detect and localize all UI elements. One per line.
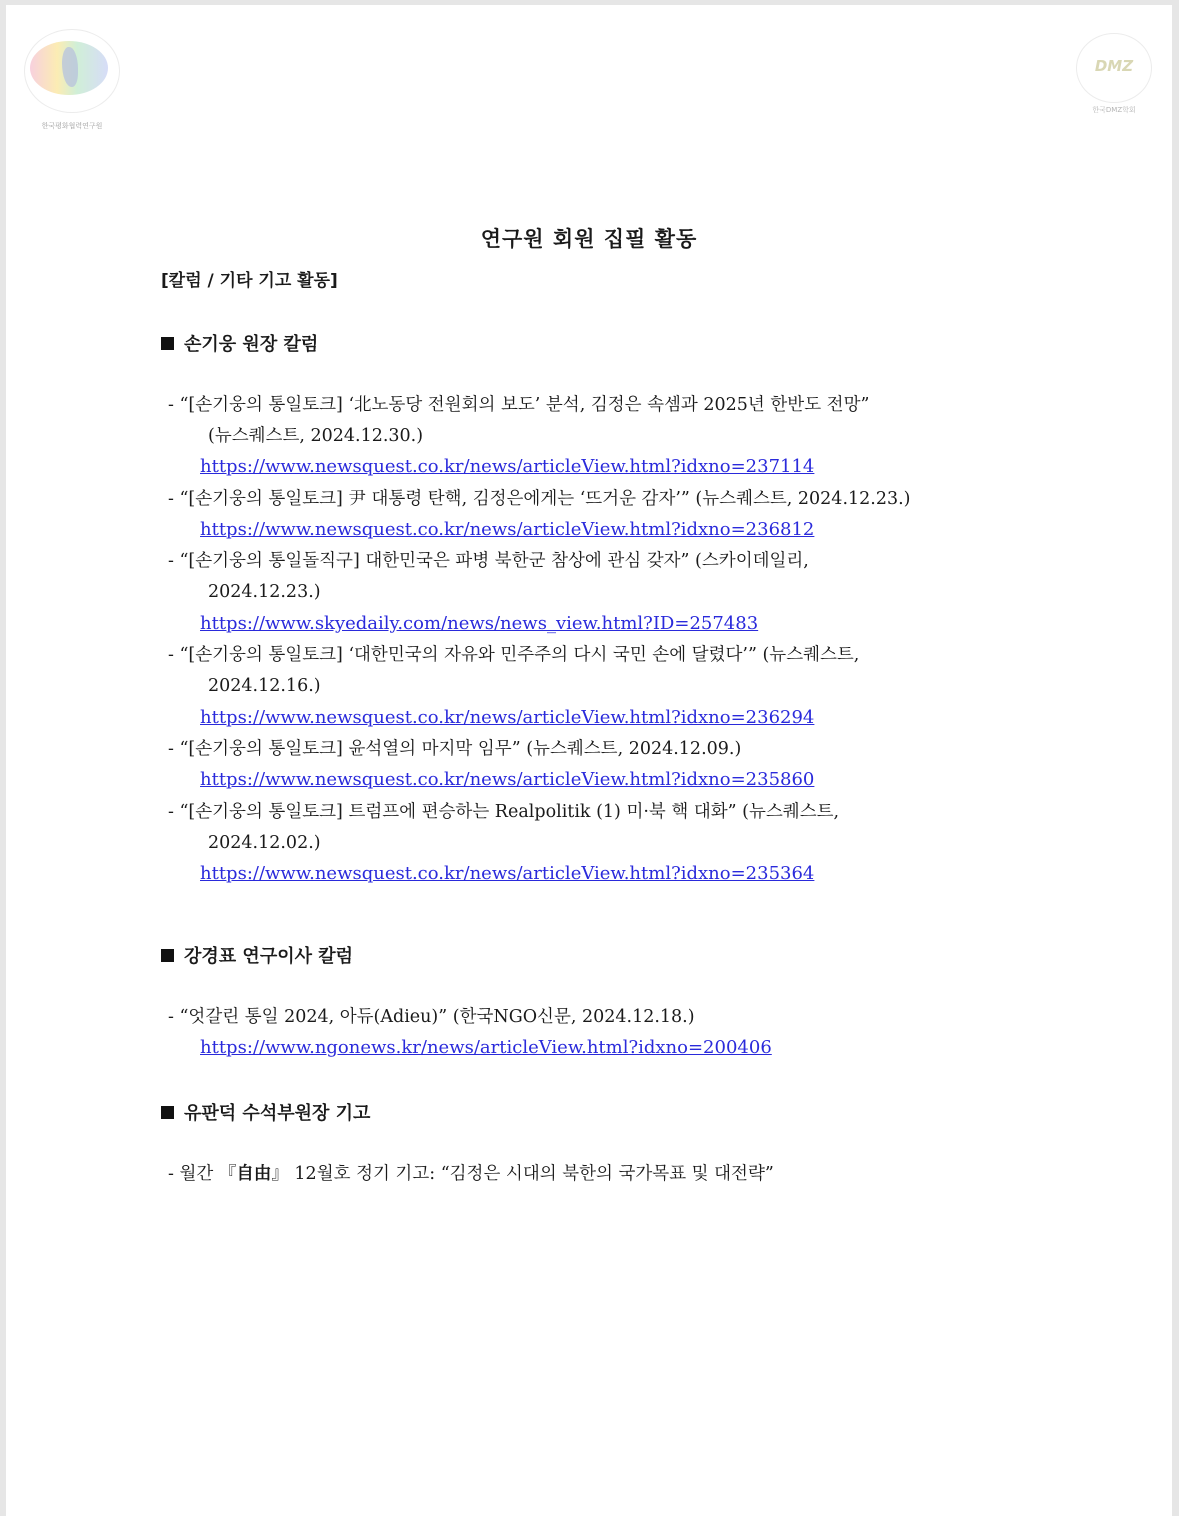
dmz-logo-text: DMZ — [1094, 57, 1134, 75]
left-logo-caption: 한국평화협력연구원 — [41, 122, 103, 130]
article-link[interactable]: https://www.newsquest.co.kr/news/articleView.html?idxno=235860 — [200, 769, 815, 790]
magazine-name: 自由 — [236, 1164, 272, 1184]
section-heading-label: 손기웅 원장 칼럼 — [184, 334, 319, 355]
article-link[interactable]: https://www.newsquest.co.kr/news/articleView.html?idxno=236812 — [200, 519, 815, 540]
section-heading-yoo — [161, 1099, 370, 1125]
black-square-icon — [161, 949, 174, 962]
column-entry-source: 2024.12.16.) — [208, 676, 321, 696]
black-square-icon — [161, 337, 174, 350]
article-link[interactable]: https://www.newsquest.co.kr/news/articleView.html?idxno=236294 — [200, 707, 815, 728]
column-entry-source: (뉴스퀘스트, 2024.12.30.) — [208, 426, 424, 446]
section-heading-label: 강경표 연구이사 칼럼 — [184, 946, 354, 967]
section-heading-son — [161, 330, 318, 356]
section-heading-label: 유판덕 수석부원장 기고 — [184, 1103, 371, 1124]
column-entry-source: 2024.12.02.) — [208, 833, 321, 853]
dmz-logo — [1072, 33, 1156, 123]
right-logo-caption: 한국DMZ학회 — [1092, 106, 1136, 114]
black-square-icon — [161, 1106, 174, 1119]
column-entry-title: - “엇갈린 통일 2024, 아듀(Adieu)” (한국NGO신문, 2024.12.18.) — [168, 1007, 695, 1027]
column-entry-title: - “[손기웅의 통일토크] 윤석열의 마지막 임무” (뉴스퀘스트, 2024.12.09.) — [168, 739, 742, 759]
contribution-entry — [168, 1164, 774, 1184]
document-title: 연구원 회원 집필 활동 — [480, 227, 698, 251]
article-link[interactable]: https://www.newsquest.co.kr/news/articleView.html?idxno=235364 — [200, 863, 815, 884]
article-link[interactable]: https://www.newsquest.co.kr/news/articleView.html?idxno=237114 — [200, 456, 815, 477]
column-entry-title: - “[손기웅의 통일토크] ‘대한민국의 자유와 민주주의 다시 국민 손에 달렸다’” (뉴스퀘스트, — [168, 645, 860, 665]
column-entry-title: - “[손기웅의 통일토크] ‘北노동당 전원회의 보도’ 분석, 김정은 속셈과 2025년 한반도 전망” — [168, 395, 870, 415]
contribution-suffix: 』 12월호 정기 기고: “김정은 시대의 북한의 국가목표 및 대전략” — [271, 1164, 774, 1184]
korea-peninsula-icon — [62, 47, 78, 87]
column-entry-title: - “[손기웅의 통일돌직구] 대한민국은 파병 북한군 참상에 관심 갖자” (스카이데일리, — [168, 551, 809, 571]
column-entry-title: - “[손기웅의 통일토크] 트럼프에 편승하는 Realpolitik (1) 미·북 핵 대화” (뉴스퀘스트, — [168, 802, 840, 822]
document-subheading: [칼럼 / 기타 기고 활동] — [161, 271, 338, 291]
section-heading-kang — [161, 942, 353, 968]
column-entry-source: 2024.12.23.) — [208, 582, 321, 602]
document-page — [6, 5, 1172, 1516]
article-link[interactable]: https://www.ngonews.kr/news/articleView.html?idxno=200406 — [200, 1037, 772, 1058]
column-entry-title: - “[손기웅의 통일토크] 尹 대통령 탄핵, 김정은에게는 ‘뜨거운 감자’” (뉴스퀘스트, 2024.12.23.) — [168, 489, 911, 509]
institute-logo — [24, 29, 120, 139]
article-link[interactable]: https://www.skyedaily.com/news/news_view.html?ID=257483 — [200, 613, 759, 634]
contribution-prefix: - 월간 『 — [168, 1164, 237, 1184]
